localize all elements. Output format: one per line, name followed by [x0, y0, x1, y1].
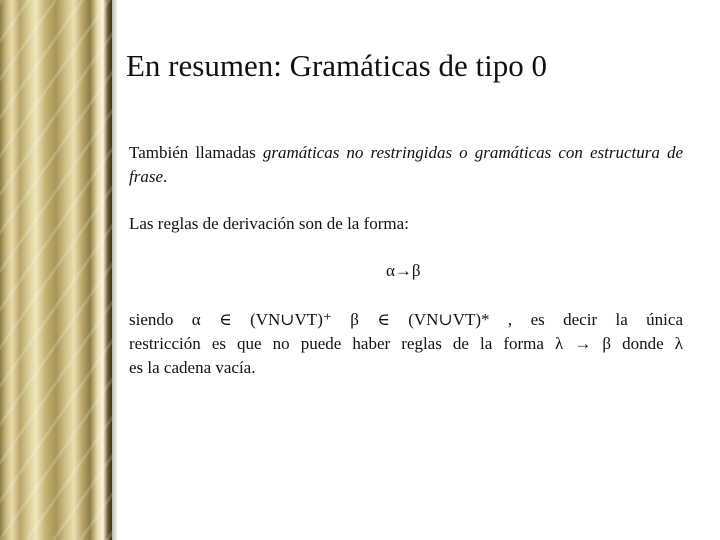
- decorative-gold-border: [0, 0, 112, 540]
- definition-paragraph: [129, 141, 683, 189]
- definition-italic-terms: gramáticas no restringidas o gramáticas con estructura de frase: [129, 143, 683, 186]
- restriction-paragraph: [129, 308, 683, 380]
- definition-end: .: [163, 167, 168, 186]
- restriction-line-2: restricción es que no puede haber reglas de la forma λ → β donde λ: [129, 334, 683, 353]
- slide-title: En resumen: Gramáticas de tipo 0: [126, 48, 547, 83]
- restriction-line-3: es la cadena vacía.: [129, 358, 256, 377]
- derivation-formula: α→β: [386, 261, 421, 280]
- restriction-line-1: siendo α ∈ (VN∪VT)⁺ β ∈ (VN∪VT)* , es decir la única: [129, 310, 683, 329]
- rules-intro: Las reglas de derivación son de la forma:: [129, 214, 409, 233]
- border-shadow: [112, 0, 118, 540]
- definition-lead: También llamadas: [129, 143, 263, 162]
